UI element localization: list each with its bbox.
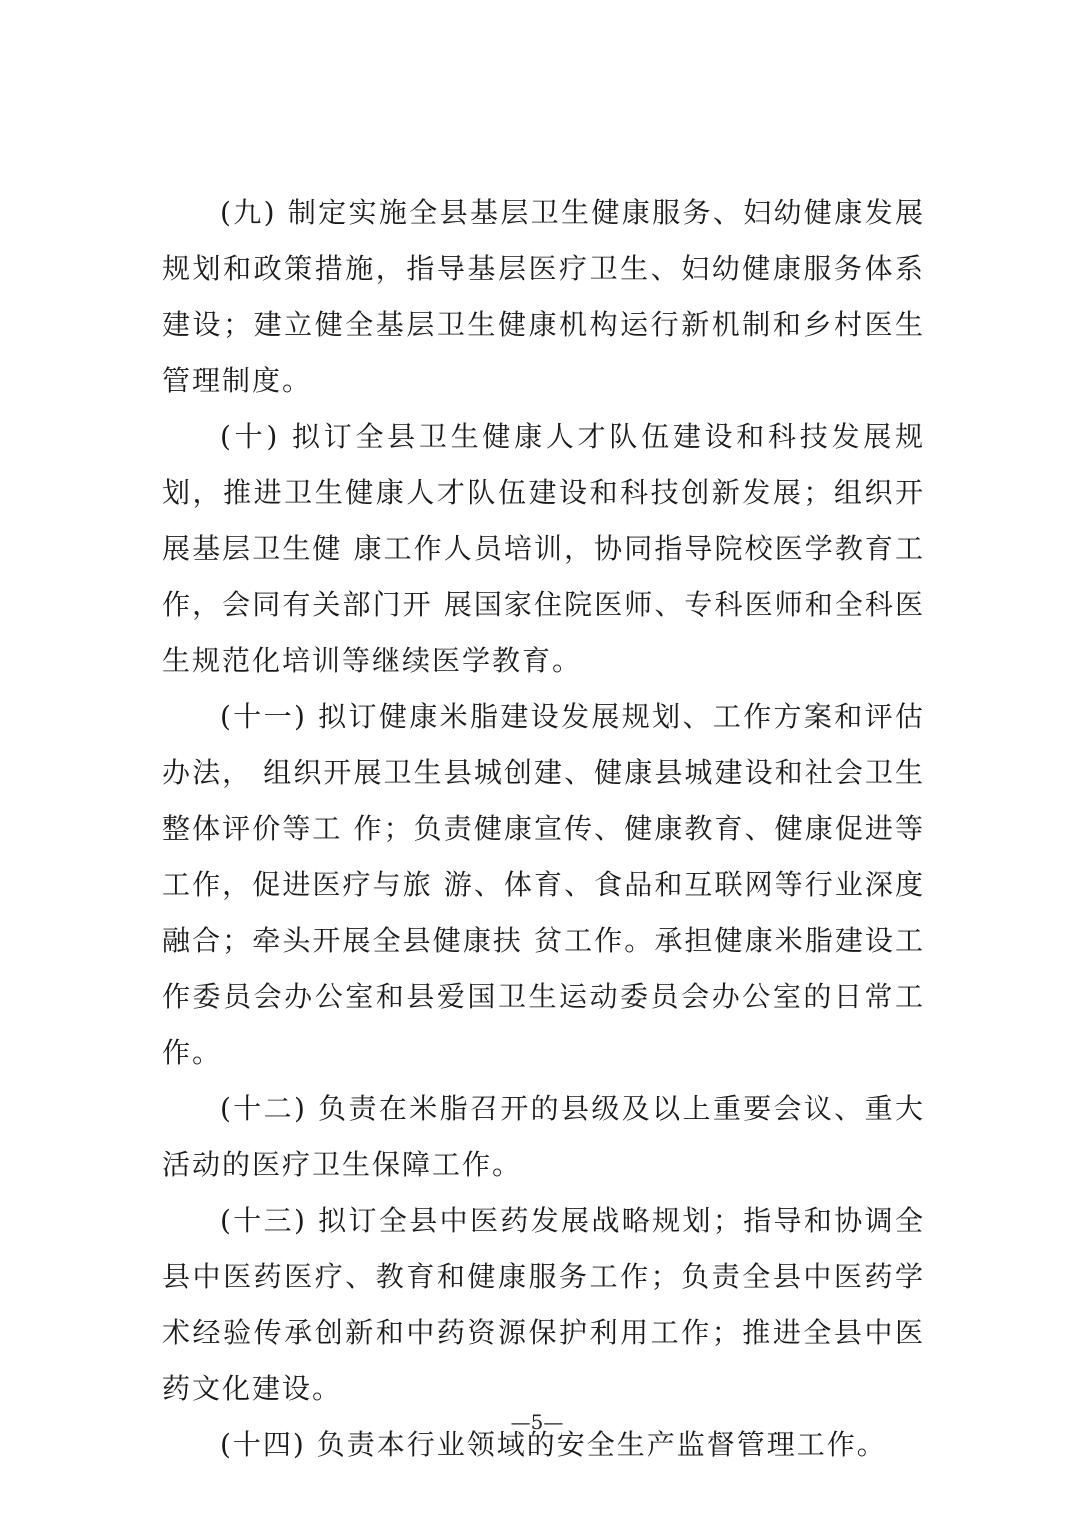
paragraph-item-12: (十二) 负责在米脂召开的县级及以上重要会议、重大活动的医疗卫生保障工作。: [162, 1092, 925, 1181]
page-number: —5—: [510, 1410, 564, 1434]
paragraph-item-13: (十三) 拟订全县中医药发展战略规划；指导和协调全县中医药医疗、教育和健康服务工作；负责全县中医药学术经验传承创新和中药资源保护利用工作；推进全县中医药文化建设。: [162, 1204, 925, 1405]
paragraph-item-11: (十一) 拟订健康米脂建设发展规划、工作方案和评估办法， 组织开展卫生县城创建、健康县城建设和社会卫生整体评价等工 作；负责健康宣传、健康教育、健康促进等工作，促进医疗与旅 游、体育、食品和互联网等行业深度融合；牵头开展全县健康扶 贫工作。承担健康米脂建设工作委员会办公室和县爱国卫生运动委员会办公室的日常工作。: [162, 700, 925, 1069]
paragraph-item-10: (十) 拟订全县卫生健康人才队伍建设和科技发展规划，推进卫生健康人才队伍建设和科技创新发展；组织开展基层卫生健 康工作人员培训，协同指导院校医学教育工作，会同有关部门开 展国家住院医师、专科医师和全科医生规范化培训等继续医学教育。: [162, 420, 925, 677]
paragraph-item-14: (十四) 负责本行业领域的安全生产监督管理工作。: [220, 1428, 887, 1461]
paragraph-item-9: (九) 制定实施全县基层卫生健康服务、妇幼健康发展规划和政策措施，指导基层医疗卫生、妇幼健康服务体系建设；建立健全基层卫生健康机构运行新机制和乡村医生管理制度。: [162, 196, 925, 397]
document-body: [162, 185, 925, 1473]
